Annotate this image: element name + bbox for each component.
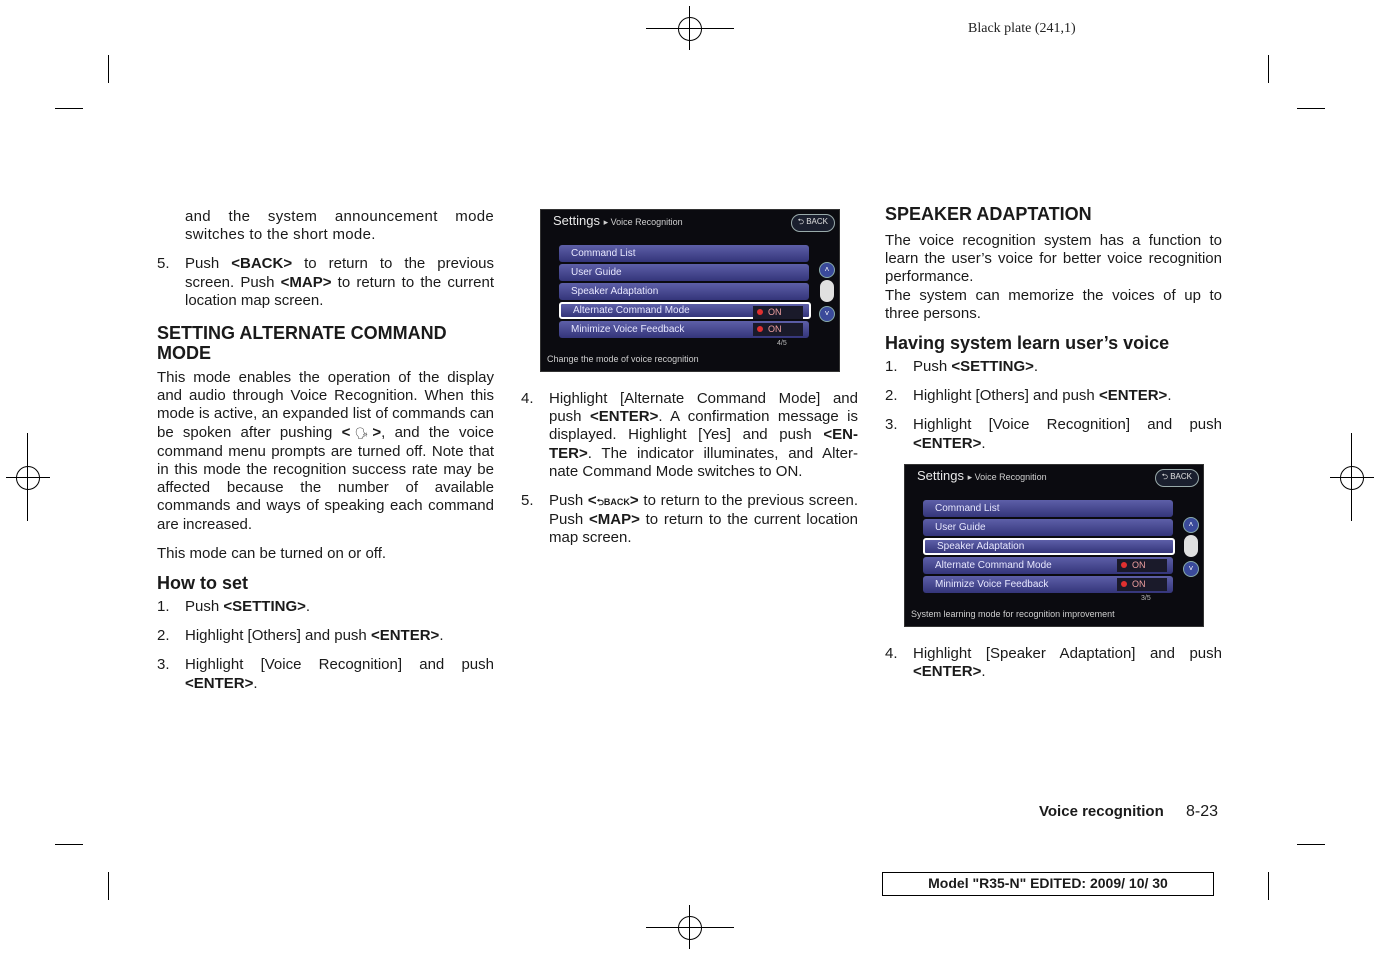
registration-mark — [678, 17, 702, 41]
voice-talk-icon: 🗣 — [354, 427, 369, 440]
screen-title: Settings ▸ Voice Recognition — [917, 468, 1047, 483]
list-item: 2. Highlight [Others] and push <ENTER>. — [885, 387, 1172, 405]
page-number: 8-23 — [1186, 803, 1219, 820]
registration-mark — [16, 466, 40, 490]
screenshot-voice-recognition-menu — [540, 209, 840, 372]
status-text: Change the mode of voice recognition — [547, 354, 699, 364]
crop-mark — [55, 844, 83, 845]
list-item: 5. Push <⮌BACK> to return to the previous screen. Push <MAP> to return to the current location map screen. — [521, 492, 859, 547]
registration-mark — [1351, 433, 1352, 521]
list-item: 4. Highlight [Speaker Adaptation] and push <ENTER>. — [885, 645, 1222, 681]
back-icon: ⮌BACK — [596, 497, 630, 508]
registration-mark — [1330, 477, 1374, 478]
paragraph: The voice recognition system has a function to learn the user’s voice for better voice recognition performance. — [885, 232, 1222, 286]
crop-mark — [1297, 108, 1325, 109]
back-button-ref: <BACK> — [231, 255, 293, 273]
paragraph: The system can memorize the voices of up to three persons. — [885, 286, 1222, 322]
registration-mark — [1340, 466, 1364, 490]
paragraph: This mode enables the operation of the display and audio through Voice Recognition. When this mode is active, an expanded list of commands can be spoken after pushing < 🗣 >, and the voice command menu prompts are turned off. Note that in this mode the recognition success rate may be affected because the number of available commands and ways of speaking each command are increased. — [157, 369, 494, 533]
on-indicator: ON — [753, 323, 803, 336]
footer-section-title: Voice recognition — [1039, 803, 1164, 820]
menu-item: User Guide — [559, 264, 809, 281]
scrollbar — [820, 280, 834, 302]
column-right-continued — [885, 645, 1222, 681]
back-button: ⮌ BACK — [1155, 469, 1199, 487]
crop-mark — [1297, 844, 1325, 845]
scroll-down-icon: ˅ — [1183, 561, 1199, 577]
crop-mark — [108, 872, 109, 900]
scroll-down-icon: ˅ — [819, 306, 835, 322]
subsection-heading: How to set — [157, 573, 249, 594]
scroll-up-icon: ˄ — [819, 262, 835, 278]
list-item: 4. Highlight [Alternate Command Mode] and push <ENTER>. A confirmation message is displayed. Highlight [Yes] and push <EN-TER>. The indicator illuminates, and Alter-nate Command Mode switches to ON. — [521, 390, 858, 480]
registration-mark — [678, 916, 702, 940]
on-indicator: ON — [753, 306, 803, 319]
subsection-heading: Having system learn user’s voice — [885, 333, 1170, 354]
list-item: 1. Push <SETTING>. — [157, 598, 311, 616]
page-indicator: 4/5 — [777, 340, 787, 347]
column-right — [885, 204, 1222, 453]
scroll-up-icon: ˄ — [1183, 517, 1199, 533]
crop-mark — [1268, 55, 1269, 83]
on-indicator: ON — [1117, 559, 1167, 572]
registration-mark — [646, 28, 734, 29]
on-indicator: ON — [1117, 578, 1167, 591]
section-heading: SPEAKER ADAPTATION — [885, 204, 1092, 224]
list-item: 2. Highlight [Others] and push <ENTER>. — [157, 627, 444, 645]
column-left — [157, 208, 494, 693]
crop-mark — [55, 108, 83, 109]
registration-mark — [6, 477, 50, 478]
menu-item: User Guide — [923, 519, 1173, 536]
menu-item-selected: Speaker Adaptation — [923, 538, 1175, 555]
list-item: 3. Highlight [Voice Recognition] and push <ENTER>. — [885, 416, 1222, 452]
registration-mark — [689, 905, 690, 949]
model-edit-box: Model "R35-N" EDITED: 2009/ 10/ 30 — [882, 872, 1214, 896]
list-item: 1. Push <SETTING>. — [885, 358, 1039, 376]
section-heading: SETTING ALTERNATE COMMAND MODE — [157, 323, 447, 364]
paragraph: This mode can be turned on or off. — [157, 544, 387, 562]
menu-item-selected: Alternate Command Mode ON — [559, 302, 811, 319]
scrollbar — [1184, 535, 1198, 557]
page-indicator: 3/5 — [1141, 595, 1151, 602]
screen-title: Settings ▸ Voice Recognition — [553, 213, 683, 228]
registration-mark — [689, 6, 690, 50]
menu-item: Command List — [559, 245, 809, 262]
map-button-ref: <MAP> — [280, 273, 332, 291]
menu-item: Minimize Voice Feedback ON — [559, 321, 809, 338]
back-button: ⮌ BACK — [791, 214, 835, 232]
screenshot-speaker-adaptation-menu — [904, 464, 1204, 627]
registration-mark — [27, 433, 28, 521]
crop-mark — [1268, 872, 1269, 900]
registration-mark — [646, 927, 734, 928]
menu-item: Alternate Command Mode ON — [923, 557, 1173, 574]
crop-mark — [108, 55, 109, 83]
list-item: 5. Push <BACK> to return to the previous screen. Push <MAP> to return to the current location map screen. — [157, 255, 495, 309]
plate-label: Black plate (241,1) — [968, 21, 1076, 36]
status-text: System learning mode for recognition improvement — [911, 609, 1115, 619]
menu-item: Command List — [923, 500, 1173, 517]
menu-item: Speaker Adaptation — [559, 283, 809, 300]
continued-text: and the system announcement mode switches to the short mode. — [185, 208, 494, 244]
column-middle — [521, 390, 858, 548]
list-item: 3. Highlight [Voice Recognition] and push <ENTER>. — [157, 656, 494, 692]
menu-item: Minimize Voice Feedback ON — [923, 576, 1173, 593]
